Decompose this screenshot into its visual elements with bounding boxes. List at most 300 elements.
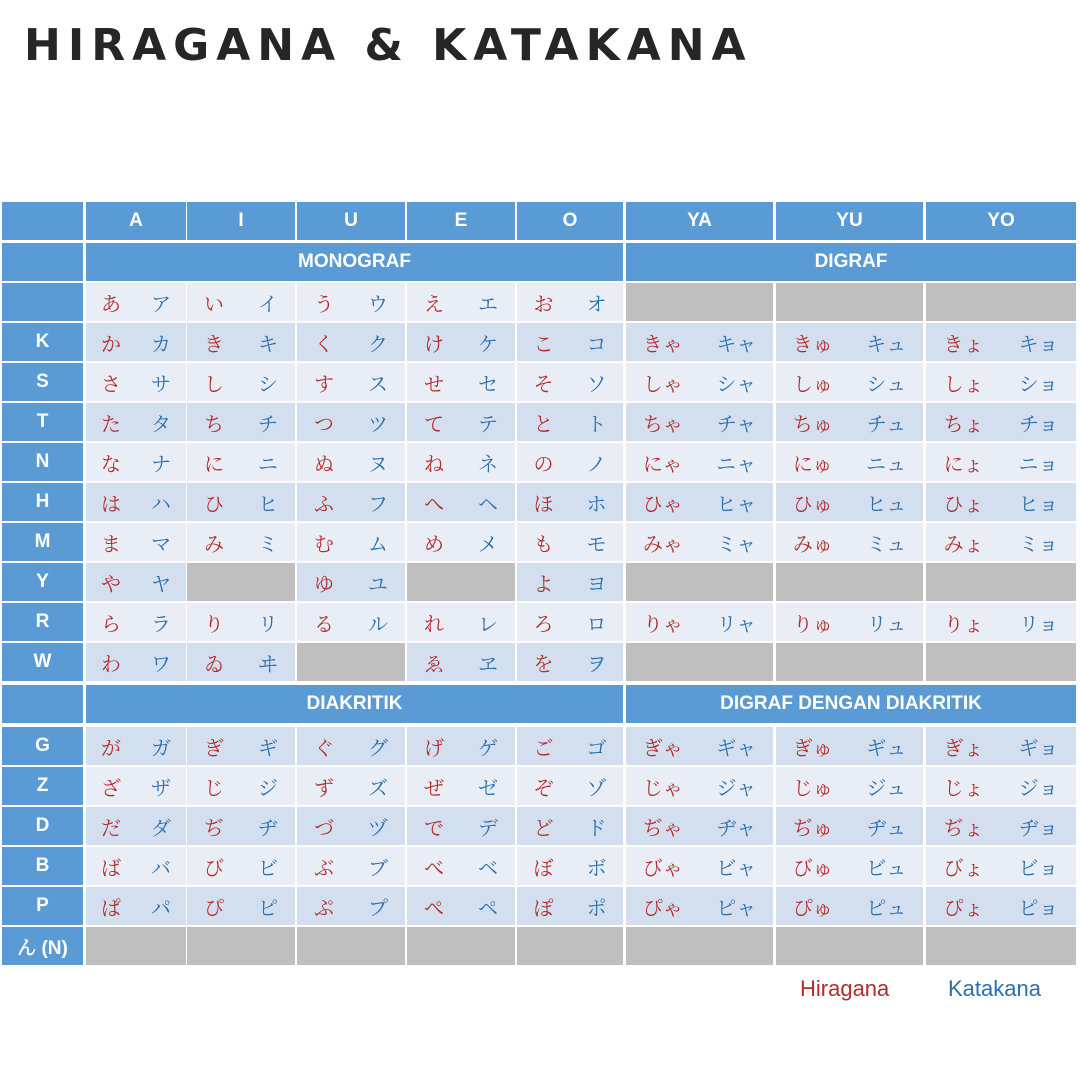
kana-cell (626, 727, 773, 765)
katakana-char: ミャ (716, 531, 757, 556)
row-label: T (2, 403, 83, 441)
kana-cell (297, 603, 405, 641)
kana-cell (926, 847, 1076, 885)
hiragana-char: びゃ (642, 855, 683, 880)
hiragana-char: か (101, 331, 121, 356)
hiragana-char: ぞ (533, 775, 554, 800)
kana-cell (407, 403, 515, 441)
katakana-char: タ (151, 411, 171, 436)
hiragana-char: む (314, 531, 334, 556)
empty-cell (776, 643, 923, 681)
hiragana-char: づ (314, 815, 334, 840)
kana-cell (517, 563, 623, 601)
empty-cell (407, 563, 515, 601)
column-header-u: U (297, 202, 405, 240)
row-label: S (2, 363, 83, 401)
kana-cell (86, 767, 186, 805)
empty-cell (187, 563, 295, 601)
hiragana-char: しゅ (792, 371, 833, 396)
katakana-char: ショ (1018, 371, 1059, 396)
hiragana-char: ぢ (204, 815, 224, 840)
row-label: W (2, 643, 83, 681)
katakana-char: ニョ (1018, 451, 1059, 476)
kana-cell (926, 403, 1076, 441)
katakana-char: テ (478, 411, 498, 436)
katakana-char: ハ (151, 491, 171, 516)
hiragana-char: う (314, 291, 334, 316)
hiragana-char: じゅ (792, 775, 833, 800)
kana-cell (187, 727, 295, 765)
kana-cell (297, 727, 405, 765)
kana-cell (297, 363, 405, 401)
kana-cell (187, 603, 295, 641)
hiragana-char: じゃ (642, 775, 683, 800)
katakana-char: ク (368, 331, 388, 356)
row-label (2, 283, 83, 321)
hiragana-char: で (424, 815, 444, 840)
hiragana-char: よ (533, 571, 554, 596)
kana-cell (926, 323, 1076, 361)
katakana-char: ゾ (586, 775, 607, 800)
katakana-char: シ (258, 371, 278, 396)
hiragana-char: み (204, 531, 224, 556)
katakana-char: セ (478, 371, 498, 396)
hiragana-char: ぼ (533, 855, 554, 880)
hiragana-char: ぴょ (943, 895, 984, 920)
hiragana-char: げ (424, 735, 444, 760)
hiragana-char: ぱ (101, 895, 121, 920)
katakana-char: メ (478, 531, 498, 556)
kana-cell (517, 403, 623, 441)
katakana-char: シャ (716, 371, 757, 396)
row-label: M (2, 523, 83, 561)
hiragana-char: び (204, 855, 224, 880)
kana-cell (626, 807, 773, 845)
hiragana-char: め (424, 531, 444, 556)
hiragana-char: あ (101, 291, 121, 316)
katakana-char: ダ (151, 815, 171, 840)
katakana-char: ス (368, 371, 388, 396)
katakana-char: ベ (478, 855, 498, 880)
katakana-char: ガ (151, 735, 171, 760)
hiragana-char: と (533, 411, 554, 436)
kana-cell (926, 767, 1076, 805)
hiragana-char: きょ (943, 331, 984, 356)
katakana-char: ヂュ (866, 815, 907, 840)
hiragana-char: せ (424, 371, 444, 396)
kana-cell (776, 727, 923, 765)
katakana-char: リュ (866, 611, 907, 636)
kana-cell (517, 887, 623, 925)
hiragana-char: わ (101, 651, 121, 676)
katakana-char: デ (478, 815, 498, 840)
empty-cell (517, 927, 623, 965)
katakana-char: キャ (716, 331, 757, 356)
hiragana-char: す (314, 371, 334, 396)
katakana-char: ヤ (151, 571, 171, 596)
hiragana-char: き (204, 331, 224, 356)
kana-cell (86, 643, 186, 681)
katakana-char: ド (586, 815, 607, 840)
kana-cell (776, 443, 923, 481)
katakana-char: ヒ (258, 491, 278, 516)
hiragana-char: しゃ (642, 371, 683, 396)
kana-cell (187, 483, 295, 521)
kana-cell (407, 643, 515, 681)
hiragana-char: り (204, 611, 224, 636)
kana-cell (926, 523, 1076, 561)
hiragana-char: て (424, 411, 444, 436)
kana-cell (776, 887, 923, 925)
katakana-char: ビュ (866, 855, 907, 880)
katakana-char: コ (586, 331, 607, 356)
katakana-char: ツ (368, 411, 388, 436)
kana-cell (297, 283, 405, 321)
kana-cell (626, 847, 773, 885)
hiragana-char: びょ (943, 855, 984, 880)
kana-cell (86, 563, 186, 601)
katakana-char: ポ (586, 895, 607, 920)
katakana-char: ケ (478, 331, 498, 356)
hiragana-char: べ (424, 855, 444, 880)
column-header-e: E (407, 202, 515, 240)
kana-cell (297, 887, 405, 925)
katakana-char: バ (151, 855, 171, 880)
kana-cell (407, 363, 515, 401)
hiragana-char: が (101, 735, 121, 760)
kana-cell (626, 603, 773, 641)
katakana-char: チャ (716, 411, 757, 436)
katakana-char: ギャ (716, 735, 757, 760)
kana-cell (407, 283, 515, 321)
kana-cell (517, 643, 623, 681)
hiragana-char: ろ (533, 611, 554, 636)
section-label-cell (2, 243, 83, 281)
hiragana-char: りゅ (792, 611, 833, 636)
hiragana-char: ぽ (533, 895, 554, 920)
kana-cell (626, 363, 773, 401)
row-label: H (2, 483, 83, 521)
hiragana-char: ね (424, 451, 444, 476)
section-header-diakritik: DIAKRITIK (86, 685, 623, 723)
kana-cell (776, 767, 923, 805)
empty-cell (86, 927, 186, 965)
katakana-char: ギ (258, 735, 278, 760)
kana-cell (407, 727, 515, 765)
katakana-char: ア (151, 291, 171, 316)
column-header-ya: YA (626, 202, 773, 240)
kana-cell (926, 443, 1076, 481)
section-header-digraf_diakritik: DIGRAF DENGAN DIAKRITIK (626, 685, 1076, 723)
hiragana-char: にゅ (792, 451, 833, 476)
kana-cell (187, 283, 295, 321)
section-header-digraf: DIGRAF (626, 243, 1076, 281)
hiragana-char: ず (314, 775, 334, 800)
hiragana-char: く (314, 331, 334, 356)
katakana-char: ホ (586, 491, 607, 516)
empty-cell (297, 927, 405, 965)
katakana-char: ヒョ (1018, 491, 1059, 516)
katakana-char: ヅ (368, 815, 388, 840)
kana-cell (776, 523, 923, 561)
legend-hiragana: Hiragana (800, 976, 890, 1001)
kana-cell (407, 807, 515, 845)
row-label: R (2, 603, 83, 641)
katakana-char: ヘ (478, 491, 498, 516)
hiragana-char: ど (533, 815, 554, 840)
hiragana-char: ぴゃ (642, 895, 683, 920)
empty-cell (926, 927, 1076, 965)
katakana-char: パ (151, 895, 171, 920)
katakana-char: ピュ (866, 895, 907, 920)
empty-cell (776, 927, 923, 965)
section-label-cell (2, 685, 83, 723)
kana-cell (297, 807, 405, 845)
kana-cell (187, 847, 295, 885)
kana-cell (407, 767, 515, 805)
column-header-a: A (86, 202, 186, 240)
hiragana-char: こ (533, 331, 554, 356)
hiragana-char: け (424, 331, 444, 356)
row-label: D (2, 807, 83, 845)
hiragana-char: へ (424, 491, 444, 516)
hiragana-char: の (533, 451, 554, 476)
katakana-char: ヰ (258, 651, 278, 676)
katakana-char: カ (151, 331, 171, 356)
kana-cell (926, 603, 1076, 641)
kana-cell (86, 807, 186, 845)
kana-cell (926, 483, 1076, 521)
katakana-char: ヒャ (716, 491, 757, 516)
katakana-char: ピャ (716, 895, 757, 920)
katakana-char: ヂ (258, 815, 278, 840)
hiragana-char: そ (533, 371, 554, 396)
katakana-char: ル (368, 611, 388, 636)
katakana-char: チョ (1018, 411, 1059, 436)
katakana-char: オ (586, 291, 607, 316)
kana-cell (407, 887, 515, 925)
kana-cell (626, 523, 773, 561)
row-label: ん (N) (2, 927, 83, 965)
section-header-monograf: MONOGRAF (86, 243, 623, 281)
empty-cell (407, 927, 515, 965)
row-label: N (2, 443, 83, 481)
katakana-char: ニ (258, 451, 278, 476)
katakana-char: ウ (368, 291, 388, 316)
hiragana-char: りゃ (642, 611, 683, 636)
corner-cell (2, 202, 83, 240)
kana-cell (517, 603, 623, 641)
row-label: P (2, 887, 83, 925)
hiragana-char: ぎ (204, 735, 224, 760)
kana-cell (86, 847, 186, 885)
kana-cell (776, 807, 923, 845)
kana-cell (187, 403, 295, 441)
kana-cell (297, 563, 405, 601)
hiragana-char: ちゅ (792, 411, 833, 436)
hiragana-char: は (101, 491, 121, 516)
katakana-char: ロ (586, 611, 607, 636)
katakana-char: ナ (151, 451, 171, 476)
hiragana-char: ひょ (943, 491, 984, 516)
hiragana-char: ぴゅ (792, 895, 833, 920)
kana-cell (187, 767, 295, 805)
hiragana-char: ま (101, 531, 121, 556)
katakana-char: リョ (1018, 611, 1059, 636)
kana-cell (407, 523, 515, 561)
katakana-char: ネ (478, 451, 498, 476)
row-label: K (2, 323, 83, 361)
empty-cell (926, 563, 1076, 601)
hiragana-char: ぐ (314, 735, 334, 760)
katakana-char: チュ (866, 411, 907, 436)
hiragana-char: きゃ (642, 331, 683, 356)
kana-cell (626, 483, 773, 521)
kana-cell (407, 443, 515, 481)
katakana-char: ペ (478, 895, 498, 920)
kana-cell (86, 603, 186, 641)
hiragana-char: る (314, 611, 334, 636)
kana-cell (517, 727, 623, 765)
kana-cell (187, 643, 295, 681)
kana-cell (776, 363, 923, 401)
page-title: HIRAGANA & KATAKANA (24, 20, 753, 71)
kana-cell (86, 323, 186, 361)
katakana-char: ミョ (1018, 531, 1059, 556)
kana-cell (626, 403, 773, 441)
katakana-char: フ (368, 491, 388, 516)
kana-cell (517, 363, 623, 401)
katakana-char: キョ (1018, 331, 1059, 356)
katakana-char: レ (478, 611, 498, 636)
kana-cell (517, 767, 623, 805)
hiragana-char: ちょ (943, 411, 984, 436)
katakana-char: イ (258, 291, 278, 316)
hiragana-char: みょ (943, 531, 984, 556)
katakana-char: ヲ (586, 651, 607, 676)
kana-cell (86, 523, 186, 561)
katakana-char: ビ (258, 855, 278, 880)
katakana-char: チ (258, 411, 278, 436)
hiragana-char: も (533, 531, 554, 556)
empty-cell (626, 927, 773, 965)
kana-cell (86, 727, 186, 765)
kana-cell (776, 603, 923, 641)
hiragana-char: ぺ (424, 895, 444, 920)
hiragana-char: りょ (943, 611, 984, 636)
katakana-char: ビャ (716, 855, 757, 880)
hiragana-char: ぴ (204, 895, 224, 920)
hiragana-char: ぜ (424, 775, 444, 800)
kana-cell (517, 323, 623, 361)
hiragana-char: ぬ (314, 451, 334, 476)
hiragana-char: みゃ (642, 531, 683, 556)
katakana-char: ジュ (866, 775, 907, 800)
hiragana-char: さ (101, 371, 121, 396)
hiragana-char: じ (204, 775, 224, 800)
katakana-char: ソ (586, 371, 607, 396)
hiragana-char: ご (533, 735, 554, 760)
katakana-char: ビョ (1018, 855, 1059, 880)
katakana-char: ジ (258, 775, 278, 800)
hiragana-char: ぎゅ (792, 735, 833, 760)
kana-cell (407, 847, 515, 885)
kana-cell (297, 847, 405, 885)
empty-cell (626, 643, 773, 681)
katakana-char: ピ (258, 895, 278, 920)
row-label: Y (2, 563, 83, 601)
hiragana-char: ら (101, 611, 121, 636)
kana-cell (517, 523, 623, 561)
kana-cell (297, 767, 405, 805)
kana-cell (86, 403, 186, 441)
hiragana-char: ぶ (314, 855, 334, 880)
column-header-yu: YU (776, 202, 923, 240)
hiragana-char: ゐ (204, 651, 224, 676)
katakana-char: ノ (586, 451, 607, 476)
kana-cell (926, 807, 1076, 845)
katakana-char: シュ (866, 371, 907, 396)
katakana-char: ユ (368, 571, 388, 596)
hiragana-char: ざ (101, 775, 121, 800)
empty-cell (776, 283, 923, 321)
katakana-char: ジャ (716, 775, 757, 800)
katakana-char: ゼ (478, 775, 498, 800)
hiragana-char: や (101, 571, 121, 596)
katakana-char: ム (368, 531, 388, 556)
hiragana-char: た (101, 411, 121, 436)
kana-cell (517, 807, 623, 845)
katakana-char: ニャ (716, 451, 757, 476)
hiragana-char: ひ (204, 491, 224, 516)
hiragana-char: ちゃ (642, 411, 683, 436)
kana-cell (187, 807, 295, 845)
empty-cell (926, 283, 1076, 321)
kana-cell (926, 363, 1076, 401)
kana-cell (297, 523, 405, 561)
empty-cell (187, 927, 295, 965)
kana-cell (86, 483, 186, 521)
hiragana-char: ぢゅ (792, 815, 833, 840)
kana-cell (407, 603, 515, 641)
katakana-char: ズ (368, 775, 388, 800)
row-label: B (2, 847, 83, 885)
katakana-char: ボ (586, 855, 607, 880)
kana-cell (187, 363, 295, 401)
katakana-char: キュ (866, 331, 907, 356)
hiragana-char: だ (101, 815, 121, 840)
hiragana-char: を (533, 651, 554, 676)
hiragana-char: ゑ (424, 651, 444, 676)
hiragana-char: ひゅ (792, 491, 833, 516)
hiragana-char: つ (314, 411, 334, 436)
kana-cell (776, 403, 923, 441)
katakana-char: ヨ (586, 571, 607, 596)
hiragana-char: きゅ (792, 331, 833, 356)
hiragana-char: じょ (943, 775, 984, 800)
row-label: G (2, 727, 83, 765)
kana-cell (187, 443, 295, 481)
kana-cell (626, 443, 773, 481)
kana-cell (626, 323, 773, 361)
katakana-char: ト (586, 411, 607, 436)
kana-cell (517, 483, 623, 521)
hiragana-char: ぢょ (943, 815, 984, 840)
katakana-char: ピョ (1018, 895, 1059, 920)
kana-cell (297, 443, 405, 481)
kana-cell (626, 887, 773, 925)
hiragana-char: な (101, 451, 121, 476)
